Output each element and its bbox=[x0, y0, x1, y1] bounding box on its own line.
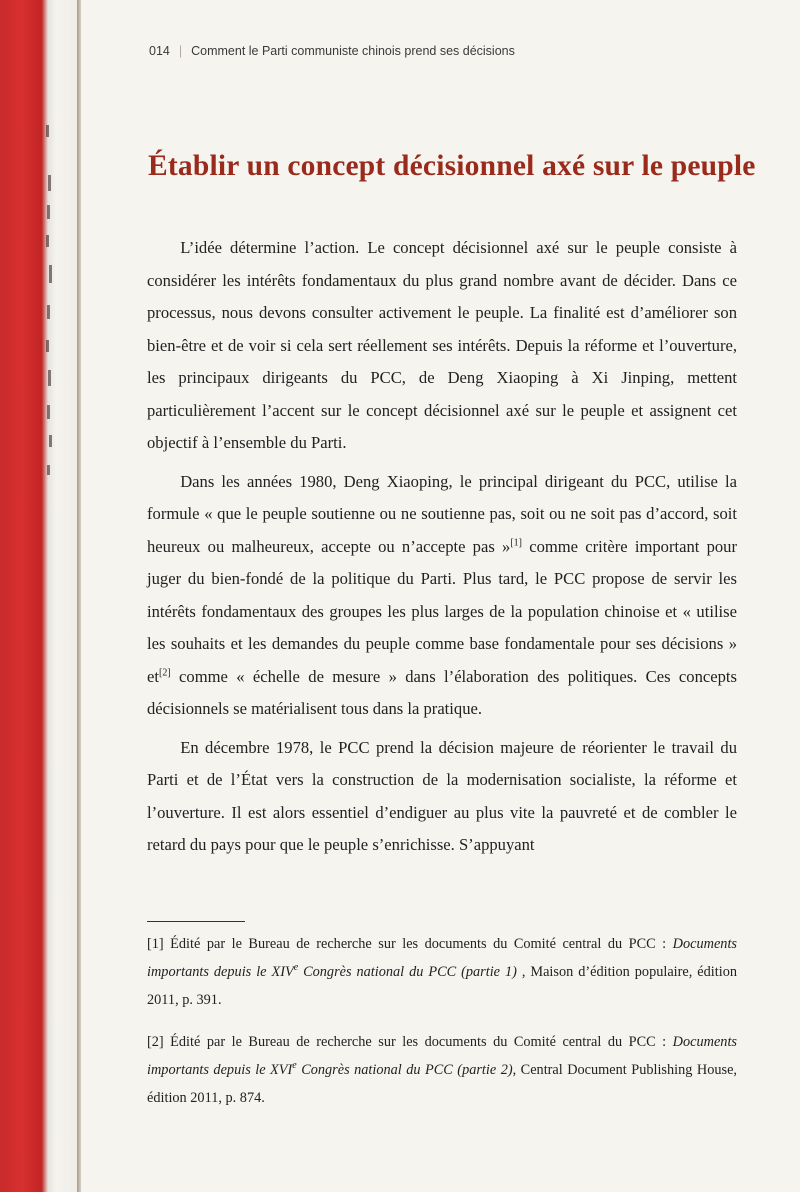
footnote-1-ordinal: e bbox=[293, 962, 299, 974]
footnote-2-title-start: Documents importants depuis le XVI bbox=[147, 1034, 737, 1078]
paragraph-1: L’idée détermine l’action. Le concept décisionnel axé sur le peuple consiste à considérer les intérêts fondamentaux du plus grand nombre avant de décider. Dans ce processus, nous devons consulter activement le peuple. La finalité est d’améliorer son bien-être et de voir si cela sert réellement ses intérêts. Depuis la réforme et l’ouverture, les principaux dirigeants du PCC, de Deng Xiaoping à Xi Jinping, mettent particulièrement l’accent sur le concept décisionnel axé sur le peuple et assignent cet objectif à l’ensemble du Parti. bbox=[147, 238, 737, 452]
footnote-1-title-start: Documents importants depuis le XIV bbox=[147, 936, 737, 980]
footnote-2-marker: [2] bbox=[147, 1034, 164, 1050]
show-through-marks bbox=[44, 125, 54, 485]
body-text bbox=[147, 232, 737, 868]
section-title: Établir un concept décisionnel axé sur le peuple bbox=[148, 150, 756, 182]
book-page bbox=[82, 0, 800, 1192]
page-gutter bbox=[77, 0, 81, 1192]
paragraph-2-part-b: comme critère important pour juger du bien-fondé de la politique du Parti. Plus tard, le PCC propose de servir les intérêts fondamentaux des groupes les plus larges de la population chinoise et « utilise les souhaits et les demandes du peuple comme base fondamentale pour ses décisions » et bbox=[147, 536, 737, 686]
paragraph-2-part-a: Dans les années 1980, Deng Xiaoping, le principal dirigeant du PCC, utilise la formule « que le peuple soutienne ou ne soutienne pas, soit ou ne soit pas d’accord, soit heureux ou malheureux, accepte ou n’accepte pas » bbox=[147, 471, 737, 556]
footnote-1-marker: [1] bbox=[147, 936, 164, 952]
footnote-2-ordinal: e bbox=[292, 1060, 297, 1072]
footnotes bbox=[147, 930, 737, 1126]
footnote-ref-2[interactable]: [2] bbox=[158, 666, 171, 678]
paragraph-2 bbox=[147, 466, 737, 726]
footnote-2-tail: , Central Document Publishing House, édition 2011, p. 874. bbox=[147, 1062, 737, 1106]
footnote-1-lead: Édité par le Bureau de recherche sur les documents du Comité central du PCC : bbox=[163, 936, 673, 952]
running-header bbox=[149, 44, 515, 58]
footnote-1-title-end: Congrès national du PCC (partie 1) bbox=[298, 964, 517, 980]
footnote-1-tail: , Maison d’édition populaire, édition 2011, p. 391. bbox=[147, 964, 737, 1008]
footnote-2-title-end: Congrès national du PCC (partie 2) bbox=[296, 1062, 513, 1078]
page-number: 014 bbox=[149, 44, 170, 58]
footnote-2 bbox=[147, 1028, 737, 1112]
footnote-rule bbox=[147, 921, 245, 922]
running-title: Comment le Parti communiste chinois prend ses décisions bbox=[191, 44, 515, 58]
book-spine-edge bbox=[0, 0, 80, 1192]
paragraph-3: En décembre 1978, le PCC prend la décision majeure de réorienter le travail du Parti et de l’État vers la construction de la modernisation socialiste, la réforme et l’ouverture. Il est alors essentiel d’endiguer au plus vite la pauvreté et de combler le retard du pays pour que le peuple s’enrichisse. S’appuyant bbox=[147, 737, 737, 854]
paragraph-2-part-c: comme « échelle de mesure » dans l’élaboration des politiques. Ces concepts décisionnels se matérialisent tous dans la pratique. bbox=[147, 666, 737, 718]
footnote-2-lead: Édité par le Bureau de recherche sur les documents du Comité central du PCC : bbox=[163, 1034, 673, 1050]
header-separator: | bbox=[178, 44, 183, 58]
footnote-ref-1[interactable]: [1] bbox=[510, 536, 522, 548]
footnote-1 bbox=[147, 930, 737, 1014]
